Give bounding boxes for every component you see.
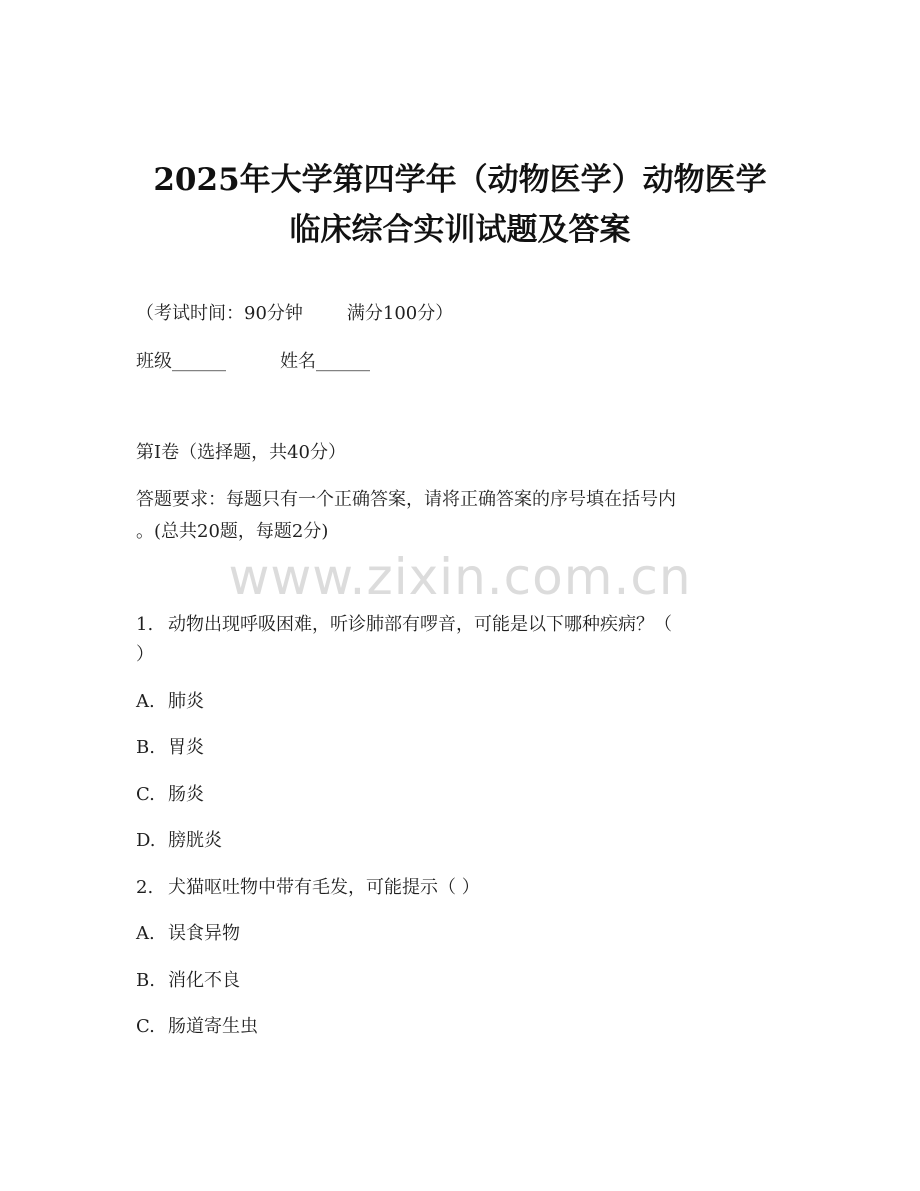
option-text: 误食异物 [168, 923, 240, 944]
question-number: 1. [136, 614, 154, 635]
question-text: 犬猫呕吐物中带有毛发，可能提示（ ） [168, 877, 480, 898]
watermark: www.zixin.com.cn [228, 548, 692, 606]
option-text: 消化不良 [168, 970, 240, 991]
instructions-line2: 。(总共20题，每题2分) [136, 521, 329, 542]
question-1-continuation: ） [136, 644, 154, 665]
option-letter: D. [136, 830, 156, 851]
question-1 [136, 613, 672, 637]
question-2-option-c [136, 1015, 258, 1039]
option-text: 胃炎 [168, 737, 204, 758]
question-1-option-b [136, 736, 204, 760]
option-letter: C. [136, 1016, 155, 1037]
option-letter: A. [136, 923, 155, 944]
document-title-line2: 临床综合实训试题及答案 [289, 212, 631, 248]
question-2-option-b [136, 969, 240, 993]
exam-info [136, 302, 453, 326]
question-2-option-a [136, 922, 240, 946]
exam-time: （考试时间：90分钟 [136, 303, 303, 324]
question-1-option-d [136, 829, 222, 853]
exam-score: 满分100分） [346, 303, 454, 324]
section-title: 第Ⅰ卷（选择题，共40分） [136, 442, 347, 463]
name-field-label: 姓名______ [280, 351, 370, 372]
option-letter: C. [136, 784, 155, 805]
option-letter: A. [136, 691, 155, 712]
question-text: 动物出现呼吸困难，听诊肺部有啰音，可能是以下哪种疾病？（ [168, 614, 672, 635]
question-2 [136, 876, 480, 900]
option-letter: B. [136, 970, 155, 991]
class-field-label: 班级______ [136, 351, 226, 372]
question-number: 2. [136, 877, 154, 898]
question-1-option-a [136, 690, 204, 714]
option-text: 肺炎 [168, 691, 204, 712]
option-text: 肠道寄生虫 [168, 1016, 258, 1037]
option-text: 肠炎 [168, 784, 204, 805]
question-1-option-c [136, 783, 204, 807]
document-title-line1: 2025年大学第四学年（动物医学）动物医学 [153, 162, 767, 198]
student-fields [136, 350, 370, 374]
option-text: 膀胱炎 [168, 830, 222, 851]
instructions-line1: 答题要求：每题只有一个正确答案，请将正确答案的序号填在括号内 [136, 489, 676, 510]
option-letter: B. [136, 737, 155, 758]
